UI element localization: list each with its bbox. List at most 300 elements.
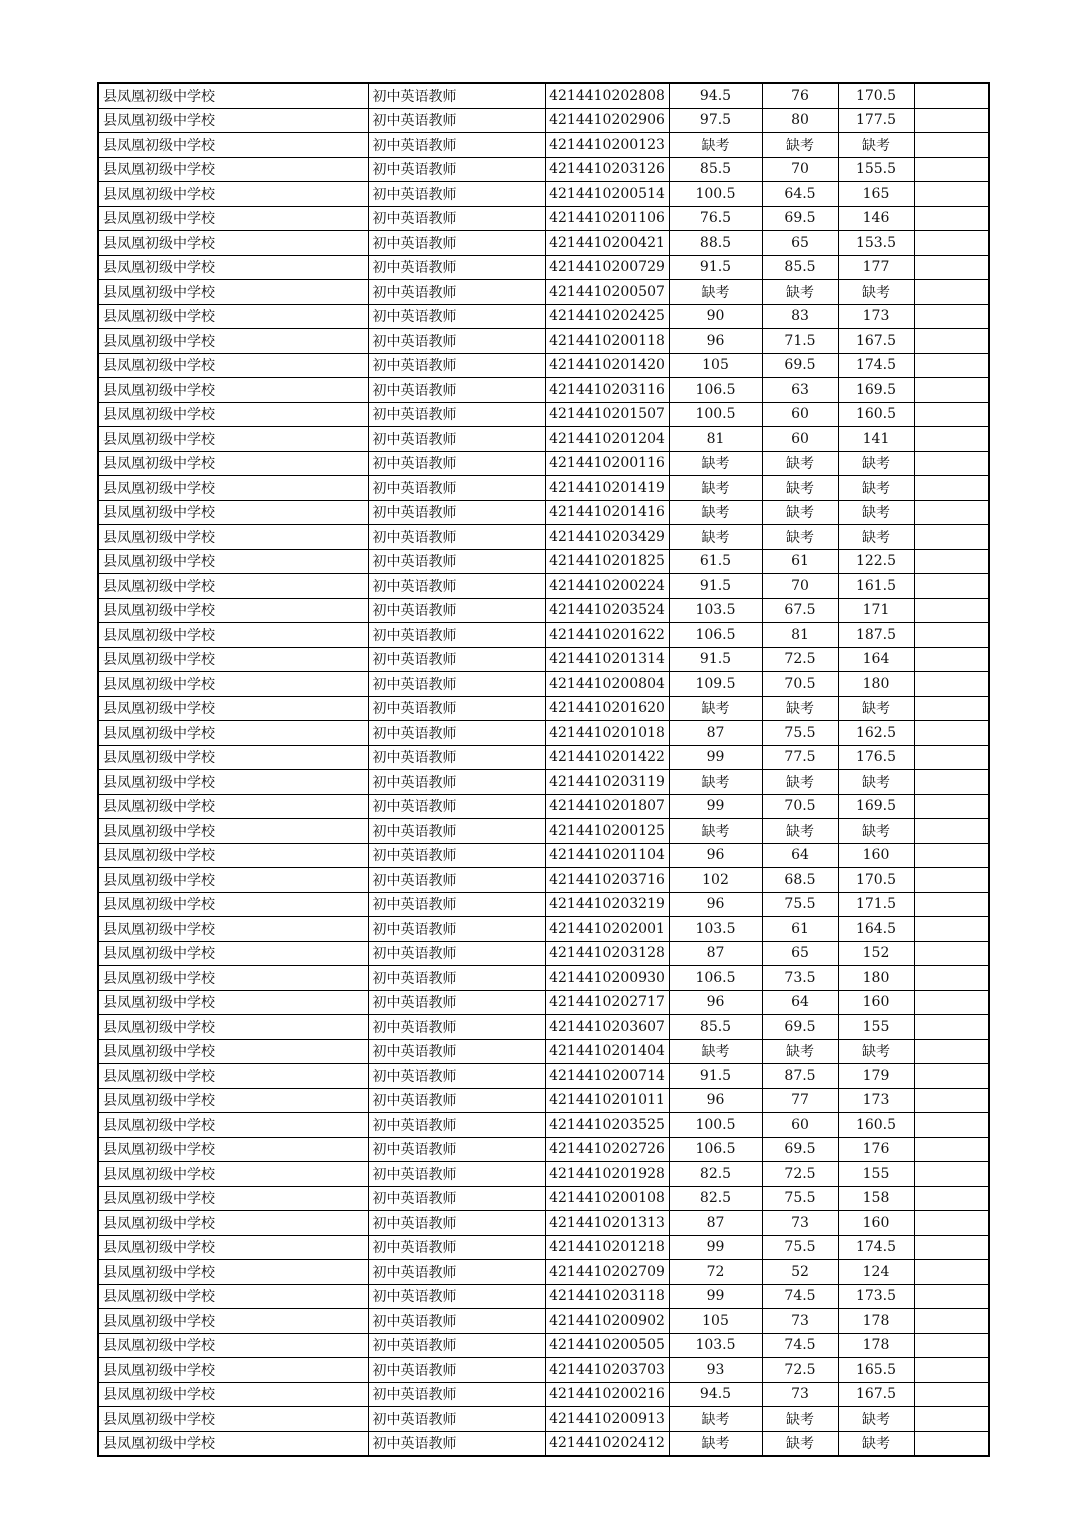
- other-score-cell: 70: [762, 574, 838, 599]
- total-score-cell: 缺考: [838, 819, 914, 844]
- total-score-cell: 缺考: [838, 1039, 914, 1064]
- total-score-cell: 160.5: [838, 1113, 914, 1138]
- total-score-cell: 155: [838, 1162, 914, 1187]
- school-cell: 县凤凰初级中学校: [98, 892, 368, 917]
- position-cell: 初中英语教师: [368, 525, 545, 550]
- school-cell: 县凤凰初级中学校: [98, 1064, 368, 1089]
- blank-cell: [914, 794, 989, 819]
- table-row: [98, 206, 989, 231]
- blank-cell: [914, 1382, 989, 1407]
- total-score-cell: 124: [838, 1260, 914, 1285]
- position-cell: 初中英语教师: [368, 843, 545, 868]
- written-score-cell: 缺考: [669, 1039, 762, 1064]
- table-row: [98, 1284, 989, 1309]
- exam-id-cell: 4214410201419: [545, 476, 669, 501]
- exam-id-cell: 4214410203607: [545, 1015, 669, 1040]
- written-score-cell: 87: [669, 941, 762, 966]
- written-score-cell: 61.5: [669, 549, 762, 574]
- position-cell: 初中英语教师: [368, 133, 545, 158]
- written-score-cell: 94.5: [669, 83, 762, 108]
- written-score-cell: 94.5: [669, 1382, 762, 1407]
- table-row: [98, 770, 989, 795]
- other-score-cell: 64: [762, 990, 838, 1015]
- school-cell: 县凤凰初级中学校: [98, 231, 368, 256]
- blank-cell: [914, 1235, 989, 1260]
- table-row: [98, 133, 989, 158]
- exam-id-cell: 4214410203116: [545, 378, 669, 403]
- written-score-cell: 91.5: [669, 1064, 762, 1089]
- exam-id-cell: 4214410200125: [545, 819, 669, 844]
- school-cell: 县凤凰初级中学校: [98, 1015, 368, 1040]
- exam-id-cell: 4214410201420: [545, 353, 669, 378]
- written-score-cell: 85.5: [669, 1015, 762, 1040]
- written-score-cell: 100.5: [669, 402, 762, 427]
- total-score-cell: 160: [838, 843, 914, 868]
- total-score-cell: 146: [838, 206, 914, 231]
- blank-cell: [914, 1015, 989, 1040]
- position-cell: 初中英语教师: [368, 1137, 545, 1162]
- exam-id-cell: 4214410200930: [545, 966, 669, 991]
- table-row: [98, 353, 989, 378]
- written-score-cell: 87: [669, 721, 762, 746]
- total-score-cell: 153.5: [838, 231, 914, 256]
- table-row: [98, 231, 989, 256]
- total-score-cell: 缺考: [838, 451, 914, 476]
- exam-id-cell: 4214410201825: [545, 549, 669, 574]
- written-score-cell: 82.5: [669, 1162, 762, 1187]
- written-score-cell: 缺考: [669, 133, 762, 158]
- other-score-cell: 81: [762, 623, 838, 648]
- other-score-cell: 70.5: [762, 672, 838, 697]
- exam-id-cell: 4214410203524: [545, 598, 669, 623]
- written-score-cell: 103.5: [669, 917, 762, 942]
- written-score-cell: 96: [669, 329, 762, 354]
- total-score-cell: 179: [838, 1064, 914, 1089]
- written-score-cell: 91.5: [669, 647, 762, 672]
- blank-cell: [914, 1186, 989, 1211]
- blank-cell: [914, 1064, 989, 1089]
- total-score-cell: 缺考: [838, 500, 914, 525]
- blank-cell: [914, 966, 989, 991]
- written-score-cell: 99: [669, 794, 762, 819]
- blank-cell: [914, 1431, 989, 1456]
- school-cell: 县凤凰初级中学校: [98, 329, 368, 354]
- written-score-cell: 106.5: [669, 1137, 762, 1162]
- written-score-cell: 缺考: [669, 280, 762, 305]
- blank-cell: [914, 1088, 989, 1113]
- total-score-cell: 176: [838, 1137, 914, 1162]
- school-cell: 县凤凰初级中学校: [98, 672, 368, 697]
- blank-cell: [914, 378, 989, 403]
- table-row: [98, 1407, 989, 1432]
- exam-id-cell: 4214410202412: [545, 1431, 669, 1456]
- total-score-cell: 161.5: [838, 574, 914, 599]
- exam-id-cell: 4214410202001: [545, 917, 669, 942]
- table-row: [98, 843, 989, 868]
- table-row: [98, 1235, 989, 1260]
- position-cell: 初中英语教师: [368, 1211, 545, 1236]
- exam-id-cell: 4214410201011: [545, 1088, 669, 1113]
- other-score-cell: 83: [762, 304, 838, 329]
- other-score-cell: 80: [762, 108, 838, 133]
- total-score-cell: 171: [838, 598, 914, 623]
- written-score-cell: 103.5: [669, 598, 762, 623]
- total-score-cell: 122.5: [838, 549, 914, 574]
- school-cell: 县凤凰初级中学校: [98, 280, 368, 305]
- table-row: [98, 182, 989, 207]
- school-cell: 县凤凰初级中学校: [98, 1088, 368, 1113]
- total-score-cell: 158: [838, 1186, 914, 1211]
- school-cell: 县凤凰初级中学校: [98, 990, 368, 1015]
- school-cell: 县凤凰初级中学校: [98, 917, 368, 942]
- written-score-cell: 缺考: [669, 770, 762, 795]
- written-score-cell: 105: [669, 1309, 762, 1334]
- table-row: [98, 378, 989, 403]
- other-score-cell: 74.5: [762, 1333, 838, 1358]
- other-score-cell: 缺考: [762, 500, 838, 525]
- other-score-cell: 72.5: [762, 647, 838, 672]
- school-cell: 县凤凰初级中学校: [98, 378, 368, 403]
- table-row: [98, 1309, 989, 1334]
- other-score-cell: 缺考: [762, 1039, 838, 1064]
- position-cell: 初中英语教师: [368, 1113, 545, 1138]
- table-row: [98, 525, 989, 550]
- written-score-cell: 96: [669, 990, 762, 1015]
- table-row: [98, 1039, 989, 1064]
- blank-cell: [914, 83, 989, 108]
- school-cell: 县凤凰初级中学校: [98, 1186, 368, 1211]
- position-cell: 初中英语教师: [368, 304, 545, 329]
- school-cell: 县凤凰初级中学校: [98, 1407, 368, 1432]
- exam-id-cell: 4214410201314: [545, 647, 669, 672]
- total-score-cell: 缺考: [838, 525, 914, 550]
- table-row: [98, 1113, 989, 1138]
- school-cell: 县凤凰初级中学校: [98, 794, 368, 819]
- written-score-cell: 106.5: [669, 378, 762, 403]
- school-cell: 县凤凰初级中学校: [98, 696, 368, 721]
- blank-cell: [914, 304, 989, 329]
- table-row: [98, 966, 989, 991]
- total-score-cell: 174.5: [838, 1235, 914, 1260]
- school-cell: 县凤凰初级中学校: [98, 574, 368, 599]
- table-row: [98, 255, 989, 280]
- school-cell: 县凤凰初级中学校: [98, 647, 368, 672]
- position-cell: 初中英语教师: [368, 647, 545, 672]
- total-score-cell: 缺考: [838, 696, 914, 721]
- school-cell: 县凤凰初级中学校: [98, 304, 368, 329]
- exam-id-cell: 4214410200421: [545, 231, 669, 256]
- exam-id-cell: 4214410201313: [545, 1211, 669, 1236]
- school-cell: 县凤凰初级中学校: [98, 476, 368, 501]
- score-table-body: [98, 83, 989, 1456]
- other-score-cell: 缺考: [762, 1407, 838, 1432]
- other-score-cell: 60: [762, 402, 838, 427]
- total-score-cell: 173: [838, 304, 914, 329]
- position-cell: 初中英语教师: [368, 1235, 545, 1260]
- school-cell: 县凤凰初级中学校: [98, 353, 368, 378]
- written-score-cell: 82.5: [669, 1186, 762, 1211]
- written-score-cell: 缺考: [669, 1407, 762, 1432]
- table-row: [98, 451, 989, 476]
- position-cell: 初中英语教师: [368, 598, 545, 623]
- exam-id-cell: 4214410201416: [545, 500, 669, 525]
- position-cell: 初中英语教师: [368, 1309, 545, 1334]
- blank-cell: [914, 108, 989, 133]
- table-row: [98, 1260, 989, 1285]
- table-row: [98, 819, 989, 844]
- other-score-cell: 68.5: [762, 868, 838, 893]
- total-score-cell: 165.5: [838, 1358, 914, 1383]
- other-score-cell: 73: [762, 1211, 838, 1236]
- exam-id-cell: 4214410201404: [545, 1039, 669, 1064]
- position-cell: 初中英语教师: [368, 696, 545, 721]
- exam-id-cell: 4214410203716: [545, 868, 669, 893]
- other-score-cell: 69.5: [762, 1137, 838, 1162]
- school-cell: 县凤凰初级中学校: [98, 206, 368, 231]
- position-cell: 初中英语教师: [368, 1431, 545, 1456]
- table-row: [98, 1015, 989, 1040]
- other-score-cell: 缺考: [762, 819, 838, 844]
- total-score-cell: 169.5: [838, 378, 914, 403]
- school-cell: 县凤凰初级中学校: [98, 1235, 368, 1260]
- other-score-cell: 70: [762, 157, 838, 182]
- written-score-cell: 93: [669, 1358, 762, 1383]
- total-score-cell: 176.5: [838, 745, 914, 770]
- written-score-cell: 缺考: [669, 525, 762, 550]
- other-score-cell: 69.5: [762, 206, 838, 231]
- total-score-cell: 177.5: [838, 108, 914, 133]
- blank-cell: [914, 941, 989, 966]
- other-score-cell: 73: [762, 1382, 838, 1407]
- school-cell: 县凤凰初级中学校: [98, 83, 368, 108]
- written-score-cell: 91.5: [669, 255, 762, 280]
- blank-cell: [914, 917, 989, 942]
- blank-cell: [914, 476, 989, 501]
- total-score-cell: 180: [838, 672, 914, 697]
- written-score-cell: 99: [669, 1284, 762, 1309]
- position-cell: 初中英语教师: [368, 819, 545, 844]
- school-cell: 县凤凰初级中学校: [98, 402, 368, 427]
- exam-id-cell: 4214410201422: [545, 745, 669, 770]
- position-cell: 初中英语教师: [368, 1284, 545, 1309]
- blank-cell: [914, 182, 989, 207]
- other-score-cell: 87.5: [762, 1064, 838, 1089]
- other-score-cell: 75.5: [762, 892, 838, 917]
- school-cell: 县凤凰初级中学校: [98, 157, 368, 182]
- school-cell: 县凤凰初级中学校: [98, 549, 368, 574]
- position-cell: 初中英语教师: [368, 892, 545, 917]
- table-row: [98, 868, 989, 893]
- score-table: [97, 82, 990, 1457]
- blank-cell: [914, 745, 989, 770]
- table-row: [98, 427, 989, 452]
- position-cell: 初中英语教师: [368, 500, 545, 525]
- exam-id-cell: 4214410200514: [545, 182, 669, 207]
- position-cell: 初中英语教师: [368, 231, 545, 256]
- school-cell: 县凤凰初级中学校: [98, 1039, 368, 1064]
- school-cell: 县凤凰初级中学校: [98, 819, 368, 844]
- exam-id-cell: 4214410200729: [545, 255, 669, 280]
- other-score-cell: 52: [762, 1260, 838, 1285]
- blank-cell: [914, 280, 989, 305]
- written-score-cell: 缺考: [669, 1431, 762, 1456]
- position-cell: 初中英语教师: [368, 378, 545, 403]
- school-cell: 县凤凰初级中学校: [98, 1284, 368, 1309]
- written-score-cell: 96: [669, 1088, 762, 1113]
- exam-id-cell: 4214410200902: [545, 1309, 669, 1334]
- blank-cell: [914, 255, 989, 280]
- position-cell: 初中英语教师: [368, 1358, 545, 1383]
- blank-cell: [914, 647, 989, 672]
- other-score-cell: 缺考: [762, 133, 838, 158]
- exam-id-cell: 4214410201620: [545, 696, 669, 721]
- position-cell: 初中英语教师: [368, 206, 545, 231]
- blank-cell: [914, 696, 989, 721]
- other-score-cell: 61: [762, 917, 838, 942]
- school-cell: 县凤凰初级中学校: [98, 623, 368, 648]
- position-cell: 初中英语教师: [368, 427, 545, 452]
- school-cell: 县凤凰初级中学校: [98, 745, 368, 770]
- school-cell: 县凤凰初级中学校: [98, 1431, 368, 1456]
- table-row: [98, 1333, 989, 1358]
- blank-cell: [914, 1162, 989, 1187]
- written-score-cell: 87: [669, 1211, 762, 1236]
- blank-cell: [914, 843, 989, 868]
- other-score-cell: 64.5: [762, 182, 838, 207]
- exam-id-cell: 4214410202717: [545, 990, 669, 1015]
- exam-id-cell: 4214410200804: [545, 672, 669, 697]
- written-score-cell: 109.5: [669, 672, 762, 697]
- exam-id-cell: 4214410200224: [545, 574, 669, 599]
- exam-id-cell: 4214410201106: [545, 206, 669, 231]
- exam-id-cell: 4214410201807: [545, 794, 669, 819]
- exam-id-cell: 4214410200123: [545, 133, 669, 158]
- position-cell: 初中英语教师: [368, 1382, 545, 1407]
- other-score-cell: 缺考: [762, 525, 838, 550]
- exam-id-cell: 4214410202906: [545, 108, 669, 133]
- blank-cell: [914, 1113, 989, 1138]
- total-score-cell: 缺考: [838, 1431, 914, 1456]
- blank-cell: [914, 770, 989, 795]
- exam-id-cell: 4214410200913: [545, 1407, 669, 1432]
- position-cell: 初中英语教师: [368, 1088, 545, 1113]
- position-cell: 初中英语教师: [368, 182, 545, 207]
- written-score-cell: 81: [669, 427, 762, 452]
- blank-cell: [914, 574, 989, 599]
- blank-cell: [914, 329, 989, 354]
- written-score-cell: 缺考: [669, 819, 762, 844]
- school-cell: 县凤凰初级中学校: [98, 525, 368, 550]
- total-score-cell: 165: [838, 182, 914, 207]
- written-score-cell: 缺考: [669, 500, 762, 525]
- total-score-cell: 177: [838, 255, 914, 280]
- table-row: [98, 549, 989, 574]
- exam-id-cell: 4214410200116: [545, 451, 669, 476]
- school-cell: 县凤凰初级中学校: [98, 451, 368, 476]
- other-score-cell: 77.5: [762, 745, 838, 770]
- school-cell: 县凤凰初级中学校: [98, 1309, 368, 1334]
- written-score-cell: 99: [669, 745, 762, 770]
- position-cell: 初中英语教师: [368, 917, 545, 942]
- blank-cell: [914, 990, 989, 1015]
- table-row: [98, 476, 989, 501]
- table-row: [98, 304, 989, 329]
- position-cell: 初中英语教师: [368, 1186, 545, 1211]
- blank-cell: [914, 1358, 989, 1383]
- total-score-cell: 155.5: [838, 157, 914, 182]
- exam-id-cell: 4214410201104: [545, 843, 669, 868]
- other-score-cell: 60: [762, 427, 838, 452]
- position-cell: 初中英语教师: [368, 402, 545, 427]
- other-score-cell: 缺考: [762, 451, 838, 476]
- position-cell: 初中英语教师: [368, 1333, 545, 1358]
- exam-id-cell: 4214410200118: [545, 329, 669, 354]
- written-score-cell: 99: [669, 1235, 762, 1260]
- school-cell: 县凤凰初级中学校: [98, 1358, 368, 1383]
- position-cell: 初中英语教师: [368, 770, 545, 795]
- written-score-cell: 90: [669, 304, 762, 329]
- school-cell: 县凤凰初级中学校: [98, 1137, 368, 1162]
- other-score-cell: 73.5: [762, 966, 838, 991]
- blank-cell: [914, 1333, 989, 1358]
- table-row: [98, 647, 989, 672]
- exam-id-cell: 4214410203525: [545, 1113, 669, 1138]
- blank-cell: [914, 1137, 989, 1162]
- total-score-cell: 167.5: [838, 1382, 914, 1407]
- written-score-cell: 缺考: [669, 451, 762, 476]
- blank-cell: [914, 1407, 989, 1432]
- written-score-cell: 106.5: [669, 623, 762, 648]
- exam-id-cell: 4214410201928: [545, 1162, 669, 1187]
- school-cell: 县凤凰初级中学校: [98, 1162, 368, 1187]
- table-row: [98, 721, 989, 746]
- position-cell: 初中英语教师: [368, 794, 545, 819]
- total-score-cell: 160.5: [838, 402, 914, 427]
- total-score-cell: 152: [838, 941, 914, 966]
- blank-cell: [914, 451, 989, 476]
- written-score-cell: 103.5: [669, 1333, 762, 1358]
- other-score-cell: 缺考: [762, 280, 838, 305]
- blank-cell: [914, 427, 989, 452]
- table-row: [98, 1358, 989, 1383]
- total-score-cell: 缺考: [838, 133, 914, 158]
- table-row: [98, 623, 989, 648]
- total-score-cell: 170.5: [838, 868, 914, 893]
- other-score-cell: 缺考: [762, 770, 838, 795]
- exam-id-cell: 4214410202808: [545, 83, 669, 108]
- other-score-cell: 69.5: [762, 353, 838, 378]
- table-row: [98, 892, 989, 917]
- position-cell: 初中英语教师: [368, 549, 545, 574]
- other-score-cell: 缺考: [762, 476, 838, 501]
- written-score-cell: 76.5: [669, 206, 762, 231]
- written-score-cell: 105: [669, 353, 762, 378]
- position-cell: 初中英语教师: [368, 966, 545, 991]
- school-cell: 县凤凰初级中学校: [98, 1260, 368, 1285]
- blank-cell: [914, 892, 989, 917]
- written-score-cell: 102: [669, 868, 762, 893]
- blank-cell: [914, 231, 989, 256]
- written-score-cell: 100.5: [669, 182, 762, 207]
- school-cell: 县凤凰初级中学校: [98, 843, 368, 868]
- other-score-cell: 70.5: [762, 794, 838, 819]
- written-score-cell: 91.5: [669, 574, 762, 599]
- other-score-cell: 75.5: [762, 721, 838, 746]
- position-cell: 初中英语教师: [368, 941, 545, 966]
- total-score-cell: 162.5: [838, 721, 914, 746]
- school-cell: 县凤凰初级中学校: [98, 721, 368, 746]
- position-cell: 初中英语教师: [368, 1260, 545, 1285]
